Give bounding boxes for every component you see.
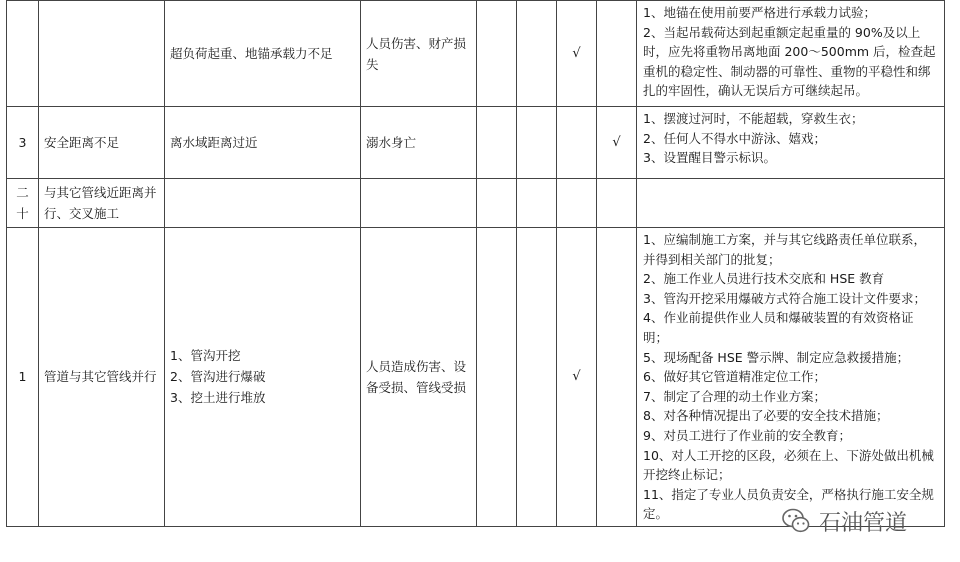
measure-line: 2、施工作业人员进行技术交底和 HSE 教育 bbox=[643, 271, 885, 287]
check-mark: √ bbox=[597, 107, 637, 179]
hazard-cause: 离水域距离过近 bbox=[165, 107, 361, 179]
cause-line: 3、挖土进行堆放 bbox=[170, 390, 266, 406]
measure-line: 4、作业前提供作业人员和爆破装置的有效资格证明； bbox=[643, 310, 914, 345]
check-mark bbox=[597, 1, 637, 107]
measure-line: 7、制定了合理的动土作业方案； bbox=[643, 388, 826, 404]
check-mark: √ bbox=[557, 1, 597, 107]
level-cell bbox=[477, 228, 517, 527]
check-mark bbox=[557, 179, 597, 228]
check-mark bbox=[557, 107, 597, 179]
hazard-consequence bbox=[361, 179, 477, 228]
measure-line: 10、对人工开挖的区段，必须在上、下游处做出机械开挖终止标记； bbox=[643, 447, 934, 483]
watermark bbox=[781, 503, 907, 539]
wechat-icon bbox=[781, 507, 811, 535]
measure-line: 9、对员工进行了作业前的安全教育； bbox=[643, 427, 851, 443]
level-cell bbox=[477, 1, 517, 107]
check-mark bbox=[597, 179, 637, 228]
cause-line: 1、管沟开挖 bbox=[170, 348, 241, 364]
check-mark bbox=[597, 228, 637, 527]
measure-line: 3、设置醒目警示标识。 bbox=[643, 150, 776, 166]
row-number bbox=[7, 1, 39, 107]
measure-line: 1、摆渡过河时，不能超载，穿救生衣； bbox=[643, 111, 864, 126]
level-cell bbox=[517, 179, 557, 228]
control-measures bbox=[637, 1, 945, 107]
measure-line: 8、对各种情况提出了必要的安全技术措施； bbox=[643, 408, 889, 424]
measure-line: 2、任何人不得水中游泳、嬉戏； bbox=[643, 130, 826, 146]
control-measures bbox=[637, 179, 945, 228]
measure-line: 11、指定了专业人员负责安全，严格执行施工安全规定。 bbox=[643, 486, 934, 522]
check-mark: √ bbox=[557, 228, 597, 527]
hazard-item: 管道与其它管线并行 bbox=[39, 228, 165, 527]
row-number: 1 bbox=[7, 228, 39, 527]
level-cell bbox=[517, 228, 557, 527]
hazard-table bbox=[6, 0, 945, 527]
table-row bbox=[7, 107, 945, 179]
table-row bbox=[7, 179, 945, 228]
hazard-item bbox=[39, 1, 165, 107]
cause-line: 2、管沟进行爆破 bbox=[170, 369, 266, 385]
level-cell bbox=[477, 107, 517, 179]
measure-line: 1、应编制施工方案，并与其它线路责任单位联系，并得到相关部门的批复； bbox=[643, 232, 926, 267]
hazard-cause bbox=[165, 228, 361, 527]
table-row bbox=[7, 1, 945, 107]
control-measures bbox=[637, 228, 945, 527]
table-row bbox=[7, 228, 945, 527]
level-cell bbox=[517, 107, 557, 179]
row-number: 3 bbox=[7, 107, 39, 179]
hazard-consequence: 人员伤害、财产损失 bbox=[361, 1, 477, 107]
level-cell bbox=[517, 1, 557, 107]
measure-line: 1、地锚在使用前要严格进行承载力试验； bbox=[643, 5, 876, 20]
level-cell bbox=[477, 179, 517, 228]
control-measures bbox=[637, 107, 945, 179]
hazard-consequence: 溺水身亡 bbox=[361, 107, 477, 179]
hazard-consequence: 人员造成伤害、设备受损、管线受损 bbox=[361, 228, 477, 527]
hazard-item: 安全距离不足 bbox=[39, 107, 165, 179]
section-title: 与其它管线近距离并行、交叉施工 bbox=[39, 179, 165, 228]
hazard-cause: 超负荷起重、地锚承载力不足 bbox=[165, 1, 361, 107]
hazard-cause bbox=[165, 179, 361, 228]
measure-line: 6、做好其它管道精准定位工作； bbox=[643, 369, 826, 385]
measure-line: 2、当起吊载荷达到起重额定起重量的 90%及以上时，应先将重物吊离地面 200～500mm 后，检查起重机的稳定性、制动器的可靠性、重物的平稳性和绑扎的牢固性，确认无误后方可继续起吊。 bbox=[643, 24, 936, 99]
measure-line: 3、管沟开挖采用爆破方式符合施工设计文件要求； bbox=[643, 290, 926, 306]
watermark-text: 石油管道 bbox=[819, 510, 908, 536]
section-number: 二十 bbox=[7, 179, 39, 228]
measure-line: 5、现场配备 HSE 警示牌、制定应急救援措施； bbox=[643, 349, 910, 365]
